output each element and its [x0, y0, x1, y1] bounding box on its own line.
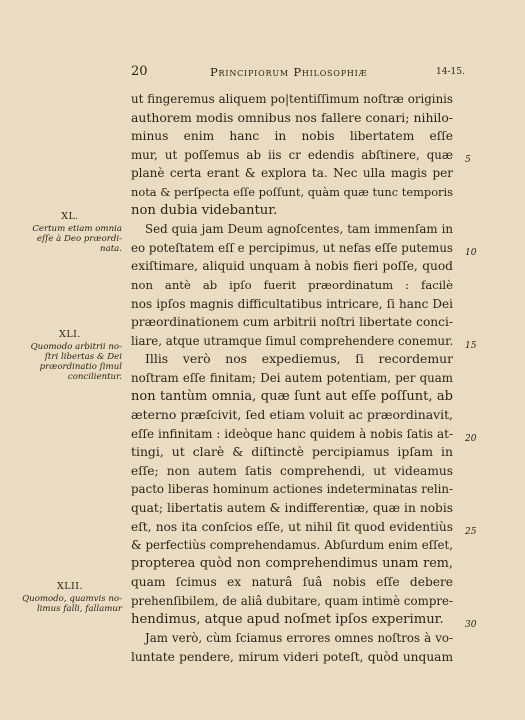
- text-line: exiſtimare, aliquid unquam à nobis fieri poſſe, quod: [131, 259, 453, 274]
- sidenote-article-number: XLI.: [59, 329, 81, 340]
- text-line: nos ipſos magnis difficultatibus intricare, ſi hanc Dei: [131, 296, 453, 311]
- text-line: æterno præſcivit, ſed etiam voluit ac præordinavit,: [131, 407, 453, 423]
- text-line: eſt, nos ita conſcios eſſe, ut nihil ſit quod evidentiùs: [131, 519, 453, 534]
- line-number: 20: [465, 434, 477, 444]
- text-line: Sed quia jam Deum agnoſcentes, tam immenſam in: [145, 222, 453, 237]
- sidenote: [18, 582, 122, 614]
- sidenote: [18, 212, 122, 254]
- text-line: eſſe infinitam : ideòque hanc quidem à nobis ſatis at-: [131, 426, 453, 441]
- text-line: minus enim hanc in nobis libertatem eſſe: [131, 129, 453, 144]
- text-line: hendimus, atque apud noſmet ipſos experimur.: [131, 611, 444, 627]
- text-line: ut fingeremus aliquem po|tentiſſimum noſtræ originis: [131, 92, 453, 106]
- text-line: mur, ut poſſemus ab iis cr edendis abſtinere, quæ: [131, 147, 453, 162]
- text-line: eo poteſtatem eſſ e percipimus, ut nefas eſſe putemus: [131, 240, 453, 255]
- line-number: 25: [465, 527, 477, 537]
- text-line: pacto liberas hominum actiones indeterminatas relin-: [131, 482, 453, 497]
- text-line: nota & perſpecta eſſe poſſunt, quàm quæ tunc temporis: [131, 184, 453, 199]
- text-line: non antè ab ipſo fuerit præordinatum : facilè: [131, 277, 453, 292]
- text-line: liare, atque utramque ſimul comprehendere conemur.: [131, 333, 453, 348]
- sidenote-article-number: XL.: [61, 211, 79, 222]
- page-header: [0, 64, 525, 84]
- text-line: planè certa erant & explora ta. Nec ulla magis per: [131, 166, 453, 181]
- text-line: quat; libertatis autem & indifferentiæ, quæ in nobis: [131, 501, 453, 516]
- sidenote-text: Quomodo arbitrii no- ſtri libertas & Dei præordinatio ſimul concilientur.: [30, 342, 122, 382]
- line-number: 15: [465, 341, 477, 351]
- text-line: Illis verò nos expediemus, ſi recordemur: [145, 351, 453, 367]
- text-line: luntate pendere, mirum videri poteſt, quòd unquam: [131, 649, 453, 664]
- text-line: noſtram eſſe finitam; Dei autem potentiam, per quam: [131, 370, 453, 385]
- article-range: 14-15.: [436, 67, 465, 77]
- text-line: & perfectiùs comprehendamus. Abſurdum enim eſſet,: [131, 538, 453, 553]
- running-title: Principiorum Philosophiæ: [210, 65, 368, 79]
- line-number: 10: [465, 248, 477, 258]
- main-text: [131, 90, 453, 666]
- text-line: non tantùm omnia, quæ ſunt aut eſſe poſſunt, ab: [131, 388, 453, 404]
- text-line: præordinationem cum arbitrii noſtri libertate conci-: [131, 315, 453, 330]
- sidenote-article-number: XLII.: [56, 581, 84, 592]
- text-line: non dubia videbantur.: [131, 202, 278, 218]
- text-line: eſſe; non autem ſatis comprehendi, ut videamus: [131, 463, 453, 478]
- text-line: authorem modis omnibus nos fallere conari; nihilo-: [131, 109, 453, 125]
- text-line: prehenſibilem, de aliâ dubitare, quam intimè compre-: [131, 594, 453, 609]
- page-number: 20: [131, 64, 148, 79]
- sidenote-text: Quomodo, quamvis no- limus falli, fallamur: [22, 594, 122, 614]
- text-line: propterea quòd non comprehendimus unam rem,: [131, 555, 453, 571]
- line-number: 5: [465, 155, 471, 165]
- sidenote: [18, 330, 122, 382]
- text-line: quam ſcimus ex naturâ ſuâ nobis eſſe debere: [131, 575, 453, 590]
- text-line: Jam verò, cùm ſciamus errores omnes noſtros à vo-: [145, 631, 453, 646]
- line-number: 30: [465, 620, 477, 630]
- text-line: tingi, ut clarè & diſtinctè percipiamus ipſam in: [131, 444, 453, 460]
- sidenote-text: Certum etiam omnia eſſe à Deo præordi- nata.: [32, 224, 122, 254]
